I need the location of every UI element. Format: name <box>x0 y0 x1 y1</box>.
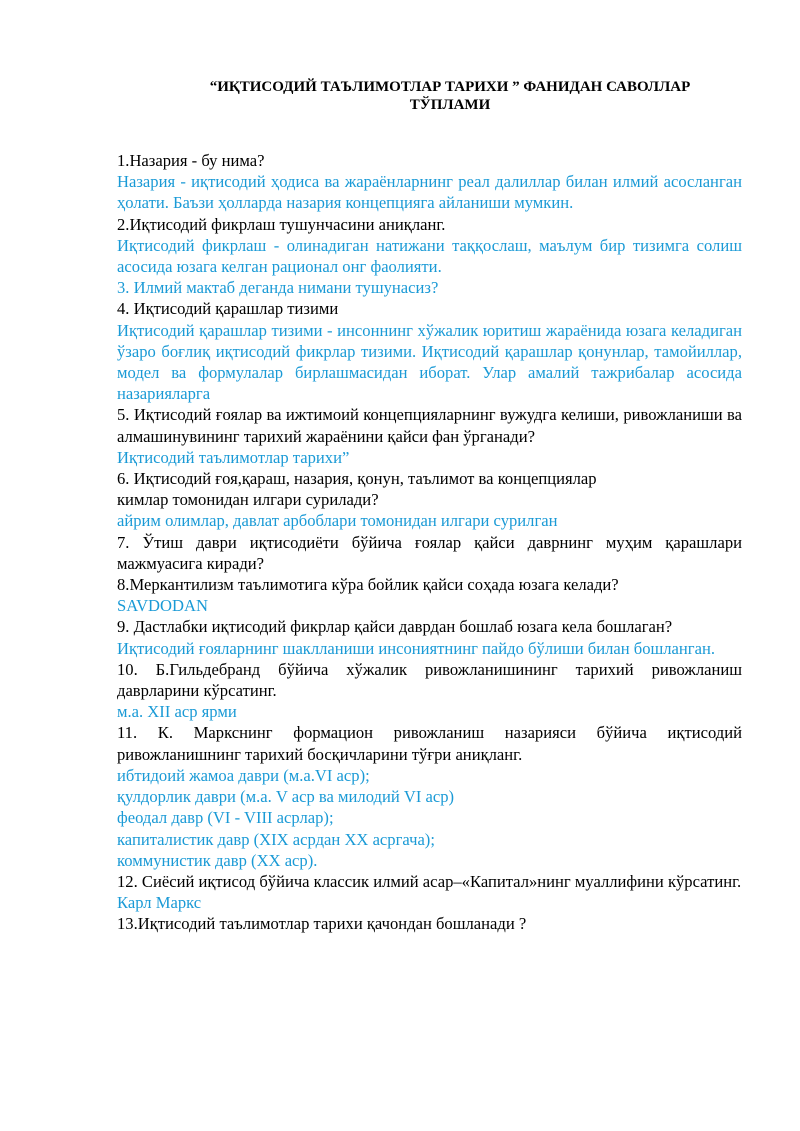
answer-1: Назария - иқтисодий ҳодиса ва жараёнларнинг реал далиллар билан илмий асосланган ҳолати. Баъзи ҳолларда назария концепцияга айланиши мумкин. <box>117 172 742 213</box>
question-7: 7. Ўтиш даври иқтисодиёти бўйича ғоялар қайси даврнинг муҳим қарашлари мажмуасига киради? <box>117 532 742 573</box>
title-line-1: “ИҚТИСОДИЙ ТАЪЛИМОТЛАР ТАРИХИ ” ФАНИДАН САВОЛЛАР <box>209 79 691 95</box>
question-3: 3. Илмий мактаб деганда нимани тушунасиз? <box>117 278 439 298</box>
answer-9: Иқтисодий ғояларнинг шаклланиши инсониятнинг пайдо бўлиши билан бошланган. <box>117 638 715 658</box>
question-2: 2.Иқтисодий фикрлаш тушунчасини аниқланг. <box>117 214 446 234</box>
answer-10: м.а. XII аср ярми <box>117 702 237 722</box>
question-13: 13.Иқтисодий таълимотлар тарихи қачондан бошланади ? <box>117 914 527 934</box>
answer-11-item-5: коммунистик давр (XX аср). <box>117 850 318 870</box>
answer-12: Карл Маркс <box>117 893 202 913</box>
answer-11-item-3: феодал давр (VI - VIII асрлар); <box>117 808 334 828</box>
answer-8: SAVDODAN <box>117 596 208 616</box>
question-10: 10. Б.Гильдебранд бўйича хўжалик ривожланишининг тарихий ривожланиш даврларини кўрсатинг. <box>117 659 742 701</box>
question-11: 11. К. Маркснинг формацион ривожланиш назарияси бўйича иқтисодий ривожланишнинг тарихий босқичларини тўғри аниқланг. <box>117 723 742 764</box>
answer-11-item-1: ибтидоий жамоа даври (м.а.VI аср); <box>117 765 370 785</box>
title-line-2: ТЎПЛАМИ <box>409 97 491 113</box>
answer-4: Иқтисодий қарашлар тизими - инсоннинг хўжалик юритиш жараёнида юзага келадиган ўзаро боғлиқ иқтисодий фикрлар тизими. Иқтисодий қарашлар қонунлар, тамойиллар, модел ва формулалар бирлашмасидан иборат. Улар амалий тажрибалар асосида назарияларга <box>117 320 742 404</box>
question-12: 12. Сиёсий иқтисод бўйича классик илмий асар–«Капитал»нинг муаллифини кўрсатинг. <box>117 871 742 891</box>
answer-5: Иқтисодий таълимотлар тарихи” <box>117 447 350 467</box>
question-5: 5. Иқтисодий ғоялар ва ижтимоий концепцияларнинг вужудга келиши, ривожланиши ва алмашинувининг тарихий жараёнини қайси фан ўрганади? <box>117 405 742 446</box>
question-1: 1.Назария - бу нима? <box>117 151 265 170</box>
question-8: 8.Меркантилизм таълимотига кўра бойлик қайси соҳада юзага келади? <box>117 575 619 595</box>
answer-11-item-4: капиталистик давр (XIX асрдан XX асргача); <box>117 829 435 849</box>
answer-6: айрим олимлар, давлат арбоблари томонидан илгари сурилган <box>117 511 558 531</box>
answer-2: Иқтисодий фикрлаш - олинадиган натижани таққослаш, маълум бир тизимга солиш асосида юзага келган рационал онг фаолияти. <box>117 235 742 277</box>
document-title <box>150 78 750 114</box>
qa-content <box>117 150 742 935</box>
question-4: 4. Иқтисодий қарашлар тизими <box>117 299 339 319</box>
question-6-line-2: кимлар томонидан илгари сурилади? <box>117 490 379 510</box>
question-9: 9. Дастлабки иқтисодий фикрлар қайси даврдан бошлаб юзага кела бошлаган? <box>117 617 673 637</box>
question-6-line-1: 6. Иқтисодий ғоя,қараш, назария, қонун, таълимот ва концепциялар <box>117 469 597 489</box>
answer-11-item-2: қулдорлик даври (м.а. V аср ва милодий VI аср) <box>117 787 455 807</box>
